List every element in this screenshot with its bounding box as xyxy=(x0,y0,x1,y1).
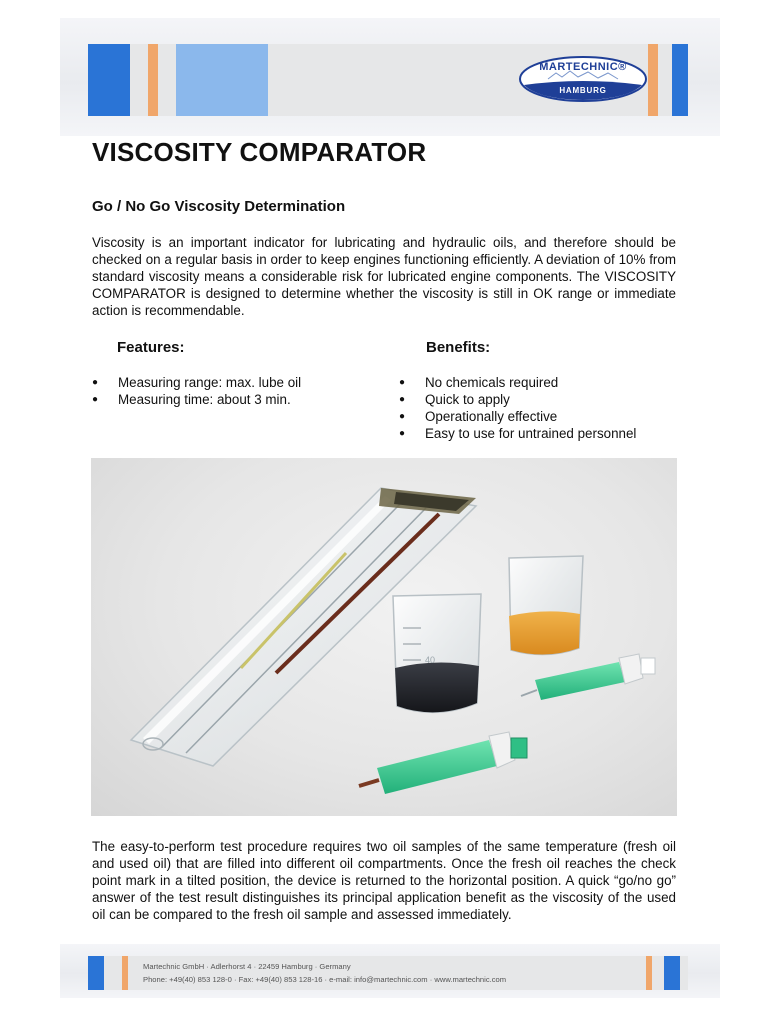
list-item: ● Measuring range: max. lube oil xyxy=(92,374,301,391)
list-item: ● Operationally effective xyxy=(399,408,636,425)
list-item: ● Quick to apply xyxy=(399,391,636,408)
header-bar-light-blue xyxy=(176,44,268,116)
footer-address: Martechnic GmbH · Adlerhorst 4 · 22459 Hamburg · Germany xyxy=(143,962,351,971)
product-illustration xyxy=(91,458,677,816)
beaker-mark: 40 xyxy=(425,655,436,665)
benefits-heading: Benefits: xyxy=(426,339,491,356)
page-title: VISCOSITY COMPARATOR xyxy=(92,137,427,167)
martechnic-logo xyxy=(518,55,648,103)
list-item: ● No chemicals required xyxy=(399,374,636,391)
list-item: ● Measuring time: about 3 min. xyxy=(92,391,301,408)
footer-bar-orange-right xyxy=(646,956,652,990)
header-bar-blue xyxy=(88,44,130,116)
outro-paragraph: The easy-to-perform test procedure requires two oil samples of the same temperature (fresh oil and used oil) that are filled into different oil compartments. Once the fresh oil reaches the check point mark in a tilted position, the device is returned to the horizontal position. A quick “go/no go” answer of the test result distinguishes its principal application benefit as the viscosity of the used oil can be compared to the fresh oil sample and assessed immediately. xyxy=(92,839,676,922)
list-item: ● Easy to use for untrained personnel xyxy=(399,425,636,442)
logo-name: MARTECHNIC® xyxy=(539,61,627,73)
intro-paragraph: Viscosity is an important indicator for lubricating and hydraulic oils, and therefore should be checked on a regular basis in order to keep engines functioning efficiently. A deviation of 10% from standard viscosity means a considerable risk for lubricated engine components. The VISCOSITY COMPARATOR is designed to determine whether the viscosity is still in OK range or immediate action is recommendable. xyxy=(92,235,676,318)
logo-city: HAMBURG xyxy=(559,86,607,95)
fresh-oil-beaker xyxy=(509,556,583,655)
footer-bar-orange xyxy=(122,956,128,990)
header-bar-orange xyxy=(148,44,158,116)
footer-bar-blue-right xyxy=(664,956,680,990)
features-list xyxy=(92,374,301,408)
benefits-list xyxy=(399,374,636,442)
used-oil-beaker xyxy=(393,594,481,712)
header-bar-orange-right xyxy=(648,44,658,116)
footer-contact: Phone: +49(40) 853 128-0 · Fax: +49(40) 853 128-16 · e-mail: info@martechnic.com · www.martechnic.com xyxy=(143,975,507,984)
footer-bar-blue xyxy=(88,956,104,990)
syringe-large xyxy=(359,732,527,794)
header-bar-blue-right xyxy=(672,44,688,116)
page-subtitle: Go / No Go Viscosity Determination xyxy=(92,198,346,215)
product-photo xyxy=(91,458,677,816)
syringe-small xyxy=(521,654,655,700)
features-heading: Features: xyxy=(117,339,185,356)
